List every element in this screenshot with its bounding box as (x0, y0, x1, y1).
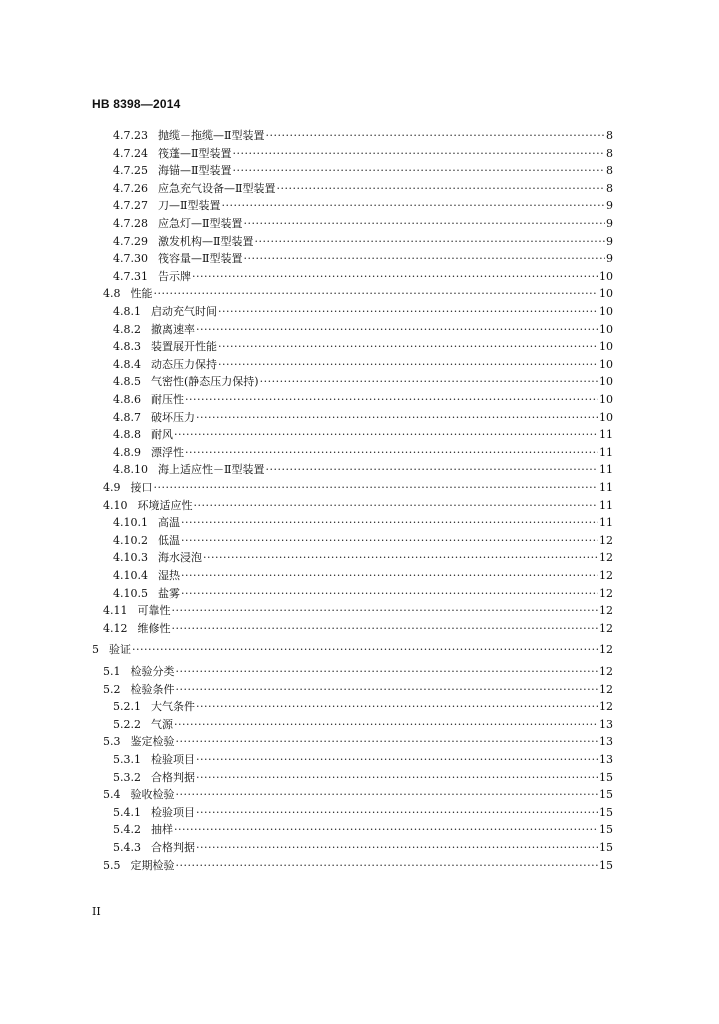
toc-entry-number: 4.7.30 (113, 252, 148, 266)
toc-entry-page: 11 (599, 428, 613, 442)
toc-leader-dots (181, 587, 598, 600)
toc-leader-dots (172, 604, 599, 617)
toc-entry-title: 海上适应性－Ⅱ型装置 (158, 463, 265, 477)
page-number-footer: II (92, 905, 101, 918)
toc-entry-title: 筏容量—Ⅱ型装置 (158, 252, 243, 266)
toc-entry-page: 12 (599, 643, 613, 657)
toc-entry-title: 耐压性 (151, 393, 184, 406)
toc-entry[interactable] (103, 662, 613, 678)
toc-entry[interactable] (113, 302, 613, 318)
toc-entry-page: 12 (599, 665, 613, 678)
toc-entry-page: 12 (599, 682, 613, 696)
toc-entry-number: 4.7.29 (113, 234, 148, 248)
toc-entry-page: 12 (599, 586, 613, 600)
toc-leader-dots (196, 411, 598, 424)
toc-entry-title: 启动充气时间 (151, 305, 217, 318)
toc-entry-title: 撤离速率 (151, 322, 195, 336)
toc-leader-dots (185, 446, 598, 459)
toc-entry[interactable] (113, 460, 613, 476)
toc-entry-number: 4.10.3 (113, 551, 148, 565)
toc-entry[interactable] (113, 531, 613, 547)
toc-entry-title: 告示牌 (158, 269, 191, 283)
toc-entry[interactable] (103, 478, 613, 494)
toc-entry[interactable] (103, 680, 613, 696)
toc-entry[interactable] (113, 126, 613, 142)
toc-entry[interactable] (113, 548, 613, 564)
toc-entry-title: 低温 (158, 533, 180, 547)
toc-entry-page: 12 (599, 621, 613, 635)
toc-entry-title: 气源 (151, 717, 173, 731)
toc-entry-number: 4.8.5 (113, 375, 141, 389)
toc-entry-title: 湿热 (158, 569, 180, 582)
toc-entry[interactable] (103, 601, 613, 617)
toc-entry[interactable] (113, 161, 613, 177)
toc-entry-number: 4.8.3 (113, 340, 141, 354)
toc-entry-number: 4.8.6 (113, 393, 141, 406)
toc-entry-number: 5.2.1 (113, 700, 141, 714)
toc-entry-number: 4.7.24 (113, 146, 148, 160)
toc-entry-title: 环境适应性 (137, 498, 193, 512)
toc-entry[interactable] (113, 355, 613, 371)
toc-entry-page: 10 (599, 322, 613, 336)
toc-entry-page: 10 (599, 375, 613, 389)
toc-entry-number: 4.8.10 (113, 463, 148, 477)
toc-entry[interactable] (113, 249, 613, 265)
toc-entry-number: 4.8.1 (113, 305, 141, 318)
toc-entry-page: 12 (599, 569, 613, 582)
toc-entry-title: 耐风 (151, 428, 173, 442)
toc-entry-title: 接口 (130, 481, 153, 494)
toc-entry-title: 装置展开性能 (151, 340, 217, 354)
toc-entry-page: 9 (606, 252, 613, 266)
toc-entry[interactable] (113, 179, 613, 195)
toc-entry[interactable] (113, 838, 613, 854)
toc-leader-dots (192, 270, 598, 283)
toc-entry[interactable] (113, 390, 613, 406)
toc-entry-page: 10 (599, 357, 613, 371)
toc-entry-number: 4.7.31 (113, 269, 148, 283)
toc-entry-page: 8 (606, 129, 613, 142)
toc-entry[interactable] (92, 640, 613, 656)
toc-entry[interactable] (103, 732, 613, 748)
toc-entry-number: 4.10.1 (113, 516, 148, 530)
toc-entry-page: 11 (599, 481, 613, 494)
toc-entry-number: 4.8.9 (113, 445, 141, 459)
toc-leader-dots (196, 323, 598, 336)
toc-leader-dots (176, 788, 599, 801)
toc-entry-page: 11 (599, 445, 613, 459)
toc-entry-number: 5.1 (103, 665, 121, 678)
toc-leader-dots (218, 305, 598, 318)
toc-entry[interactable] (113, 408, 613, 424)
toc-entry[interactable] (113, 232, 613, 248)
toc-entry-title: 海水浸泡 (158, 551, 202, 565)
toc-entry-number: 5.5 (103, 858, 121, 872)
toc-entry-title: 应急灯—Ⅱ型装置 (158, 217, 243, 230)
toc-entry-number: 4.11 (103, 604, 128, 618)
toc-entry-number: 4.12 (103, 621, 128, 635)
toc-entry-page: 15 (599, 770, 613, 784)
toc-leader-dots (232, 147, 605, 160)
toc-entry-page: 9 (606, 234, 613, 248)
toc-leader-dots (181, 534, 598, 547)
toc-entry-title: 定期检验 (130, 858, 175, 872)
toc-entry[interactable] (103, 284, 613, 300)
toc-leader-dots (232, 164, 605, 177)
toc-entry-page: 15 (599, 788, 613, 802)
toc-entry-title: 检验项目 (151, 753, 195, 766)
toc-entry[interactable] (103, 785, 613, 801)
toc-entry-title: 检验项目 (151, 805, 195, 819)
toc-leader-dots (172, 622, 599, 635)
toc-leader-dots (218, 358, 598, 371)
toc-leader-dots (181, 569, 598, 582)
toc-entry-number: 5.2 (103, 682, 121, 696)
toc-leader-dots (276, 182, 605, 195)
toc-entry[interactable] (103, 856, 613, 872)
toc-leader-dots (265, 129, 605, 142)
toc-entry[interactable] (113, 715, 613, 731)
toc-entry[interactable] (113, 337, 613, 353)
toc-entry-title: 盐雾 (158, 586, 180, 600)
toc-entry-title: 大气条件 (151, 700, 195, 714)
toc-entry-page: 11 (599, 498, 613, 512)
toc-entry-number: 4.8.8 (113, 428, 141, 442)
toc-entry-number: 4.8.2 (113, 322, 141, 336)
toc-entry-number: 5.4.1 (113, 805, 141, 819)
toc-leader-dots (196, 771, 598, 784)
toc-entry-page: 10 (599, 410, 613, 424)
toc-leader-dots (196, 700, 598, 713)
toc-leader-dots (176, 859, 599, 872)
toc-entry-title: 性能 (130, 287, 153, 301)
toc-entry-number: 5.3.1 (113, 753, 141, 766)
toc-entry-page: 13 (599, 717, 613, 731)
toc-entry[interactable] (113, 584, 613, 600)
toc-entry-title: 筏蓬—Ⅱ型装置 (158, 146, 232, 160)
toc-leader-dots (260, 375, 598, 388)
toc-leader-dots (176, 735, 599, 748)
toc-leader-dots (174, 718, 598, 731)
toc-entry-number: 5.3.2 (113, 770, 141, 784)
toc-entry[interactable] (113, 267, 613, 283)
toc-entry-number: 5.4.2 (113, 823, 141, 837)
toc-leader-dots (176, 683, 599, 696)
toc-entry-number: 4.8.4 (113, 357, 141, 371)
toc-entry-number: 5 (92, 643, 99, 657)
toc-entry-number: 4.7.25 (113, 164, 148, 178)
toc-entry-number: 4.8.7 (113, 410, 141, 424)
toc-entry-page: 10 (599, 287, 613, 301)
toc-entry-title: 检验条件 (130, 682, 175, 696)
toc-entry[interactable] (113, 372, 613, 388)
toc-entry-number: 4.7.23 (113, 129, 148, 142)
toc-entry-number: 5.4.3 (113, 841, 141, 854)
toc-entry-number: 4.10.4 (113, 569, 148, 582)
toc-entry-page: 10 (599, 393, 613, 406)
toc-entry-number: 5.3 (103, 735, 121, 749)
toc-entry-number: 4.10.2 (113, 533, 148, 547)
toc-entry[interactable] (113, 566, 613, 582)
document-header: HB 8398—2014 (92, 97, 181, 111)
toc-entry[interactable] (103, 619, 613, 635)
toc-entry-title: 合格判据 (151, 770, 195, 784)
toc-entry-number: 5.4 (103, 788, 121, 802)
toc-entry-title: 验证 (109, 643, 131, 657)
toc-leader-dots (243, 217, 605, 230)
toc-entry-title: 鉴定检验 (130, 735, 175, 749)
toc-entry-number: 4.10 (103, 498, 128, 512)
toc-entry-number: 4.7.26 (113, 181, 148, 195)
toc-entry-title: 破坏压力 (151, 410, 195, 424)
toc-entry[interactable] (113, 513, 613, 529)
toc-entry-title: 高温 (158, 516, 180, 530)
toc-entry[interactable] (113, 196, 613, 212)
toc-entry-page: 8 (606, 146, 613, 160)
toc-leader-dots (218, 340, 598, 353)
toc-entry[interactable] (113, 144, 613, 160)
toc-leader-dots (254, 235, 605, 248)
toc-entry[interactable] (113, 750, 613, 766)
toc-entry-page: 10 (599, 340, 613, 354)
toc-entry-page: 12 (599, 700, 613, 714)
toc-entry-page: 10 (599, 305, 613, 318)
toc-leader-dots (265, 463, 598, 476)
toc-entry-number: 4.10.5 (113, 586, 148, 600)
toc-entry[interactable] (113, 214, 613, 230)
toc-entry-page: 11 (599, 516, 613, 530)
toc-entry-page: 12 (599, 551, 613, 565)
toc-entry-page: 9 (606, 217, 613, 230)
toc-entry-title: 抽样 (151, 823, 173, 837)
toc-leader-dots (196, 753, 598, 766)
toc-leader-dots (243, 252, 605, 265)
toc-entry-page: 15 (599, 805, 613, 819)
toc-entry-page: 11 (599, 463, 613, 477)
toc-entry-page: 8 (606, 181, 613, 195)
toc-entry-title: 气密性(静态压力保持) (151, 375, 259, 389)
toc-entry-title: 验收检验 (130, 788, 175, 802)
toc-entry-page: 15 (599, 858, 613, 872)
toc-entry-title: 合格判据 (151, 841, 195, 854)
toc-entry-page: 12 (599, 533, 613, 547)
toc-entry-page: 15 (599, 823, 613, 837)
toc-entry-page: 8 (606, 164, 613, 178)
toc-entry-title: 维修性 (137, 621, 171, 635)
toc-leader-dots (196, 806, 598, 819)
toc-leader-dots (203, 551, 598, 564)
toc-entry-page: 12 (599, 604, 613, 618)
toc-entry-page: 13 (599, 753, 613, 766)
toc-leader-dots (194, 499, 599, 512)
toc-entry-title: 应急充气设备—Ⅱ型装置 (158, 181, 276, 195)
toc-entry-page: 13 (599, 735, 613, 749)
toc-entry[interactable] (103, 496, 613, 512)
toc-entry[interactable] (113, 697, 613, 713)
toc-entry-page: 15 (599, 841, 613, 854)
toc-entry[interactable] (113, 803, 613, 819)
toc-entry-title: 检验分类 (130, 665, 175, 678)
toc-entry[interactable] (113, 443, 613, 459)
toc-entry[interactable] (113, 820, 613, 836)
toc-leader-dots (154, 481, 599, 494)
toc-entry-title: 可靠性 (137, 604, 171, 618)
toc-leader-dots (185, 393, 598, 406)
toc-entry-title: 漂浮性 (151, 445, 184, 459)
toc-entry-number: 4.9 (103, 481, 121, 494)
toc-leader-dots (132, 643, 598, 656)
toc-leader-dots (196, 841, 598, 854)
toc-entry-title: 激发机构—Ⅱ型装置 (158, 234, 254, 248)
toc-entry[interactable] (113, 768, 613, 784)
toc-entry-title: 刀—Ⅱ型装置 (158, 199, 221, 213)
toc-entry-title: 海锚—Ⅱ型装置 (158, 164, 232, 178)
toc-entry-number: 4.8 (103, 287, 121, 301)
toc-entry-title: 抛缆－拖缆—Ⅱ型装置 (158, 129, 265, 142)
toc-leader-dots (221, 199, 605, 212)
toc-entry-number: 4.7.28 (113, 217, 148, 230)
toc-leader-dots (176, 665, 599, 678)
toc-entry-page: 9 (606, 199, 613, 213)
toc-entry-title: 动态压力保持 (151, 357, 217, 371)
toc-entry[interactable] (113, 320, 613, 336)
toc-leader-dots (154, 287, 599, 300)
toc-leader-dots (174, 823, 598, 836)
toc-entry-number: 5.2.2 (113, 717, 141, 731)
toc-leader-dots (181, 516, 598, 529)
toc-leader-dots (174, 428, 598, 441)
toc-entry[interactable] (113, 425, 613, 441)
toc-entry-number: 4.7.27 (113, 199, 148, 213)
toc-entry-page: 10 (599, 269, 613, 283)
